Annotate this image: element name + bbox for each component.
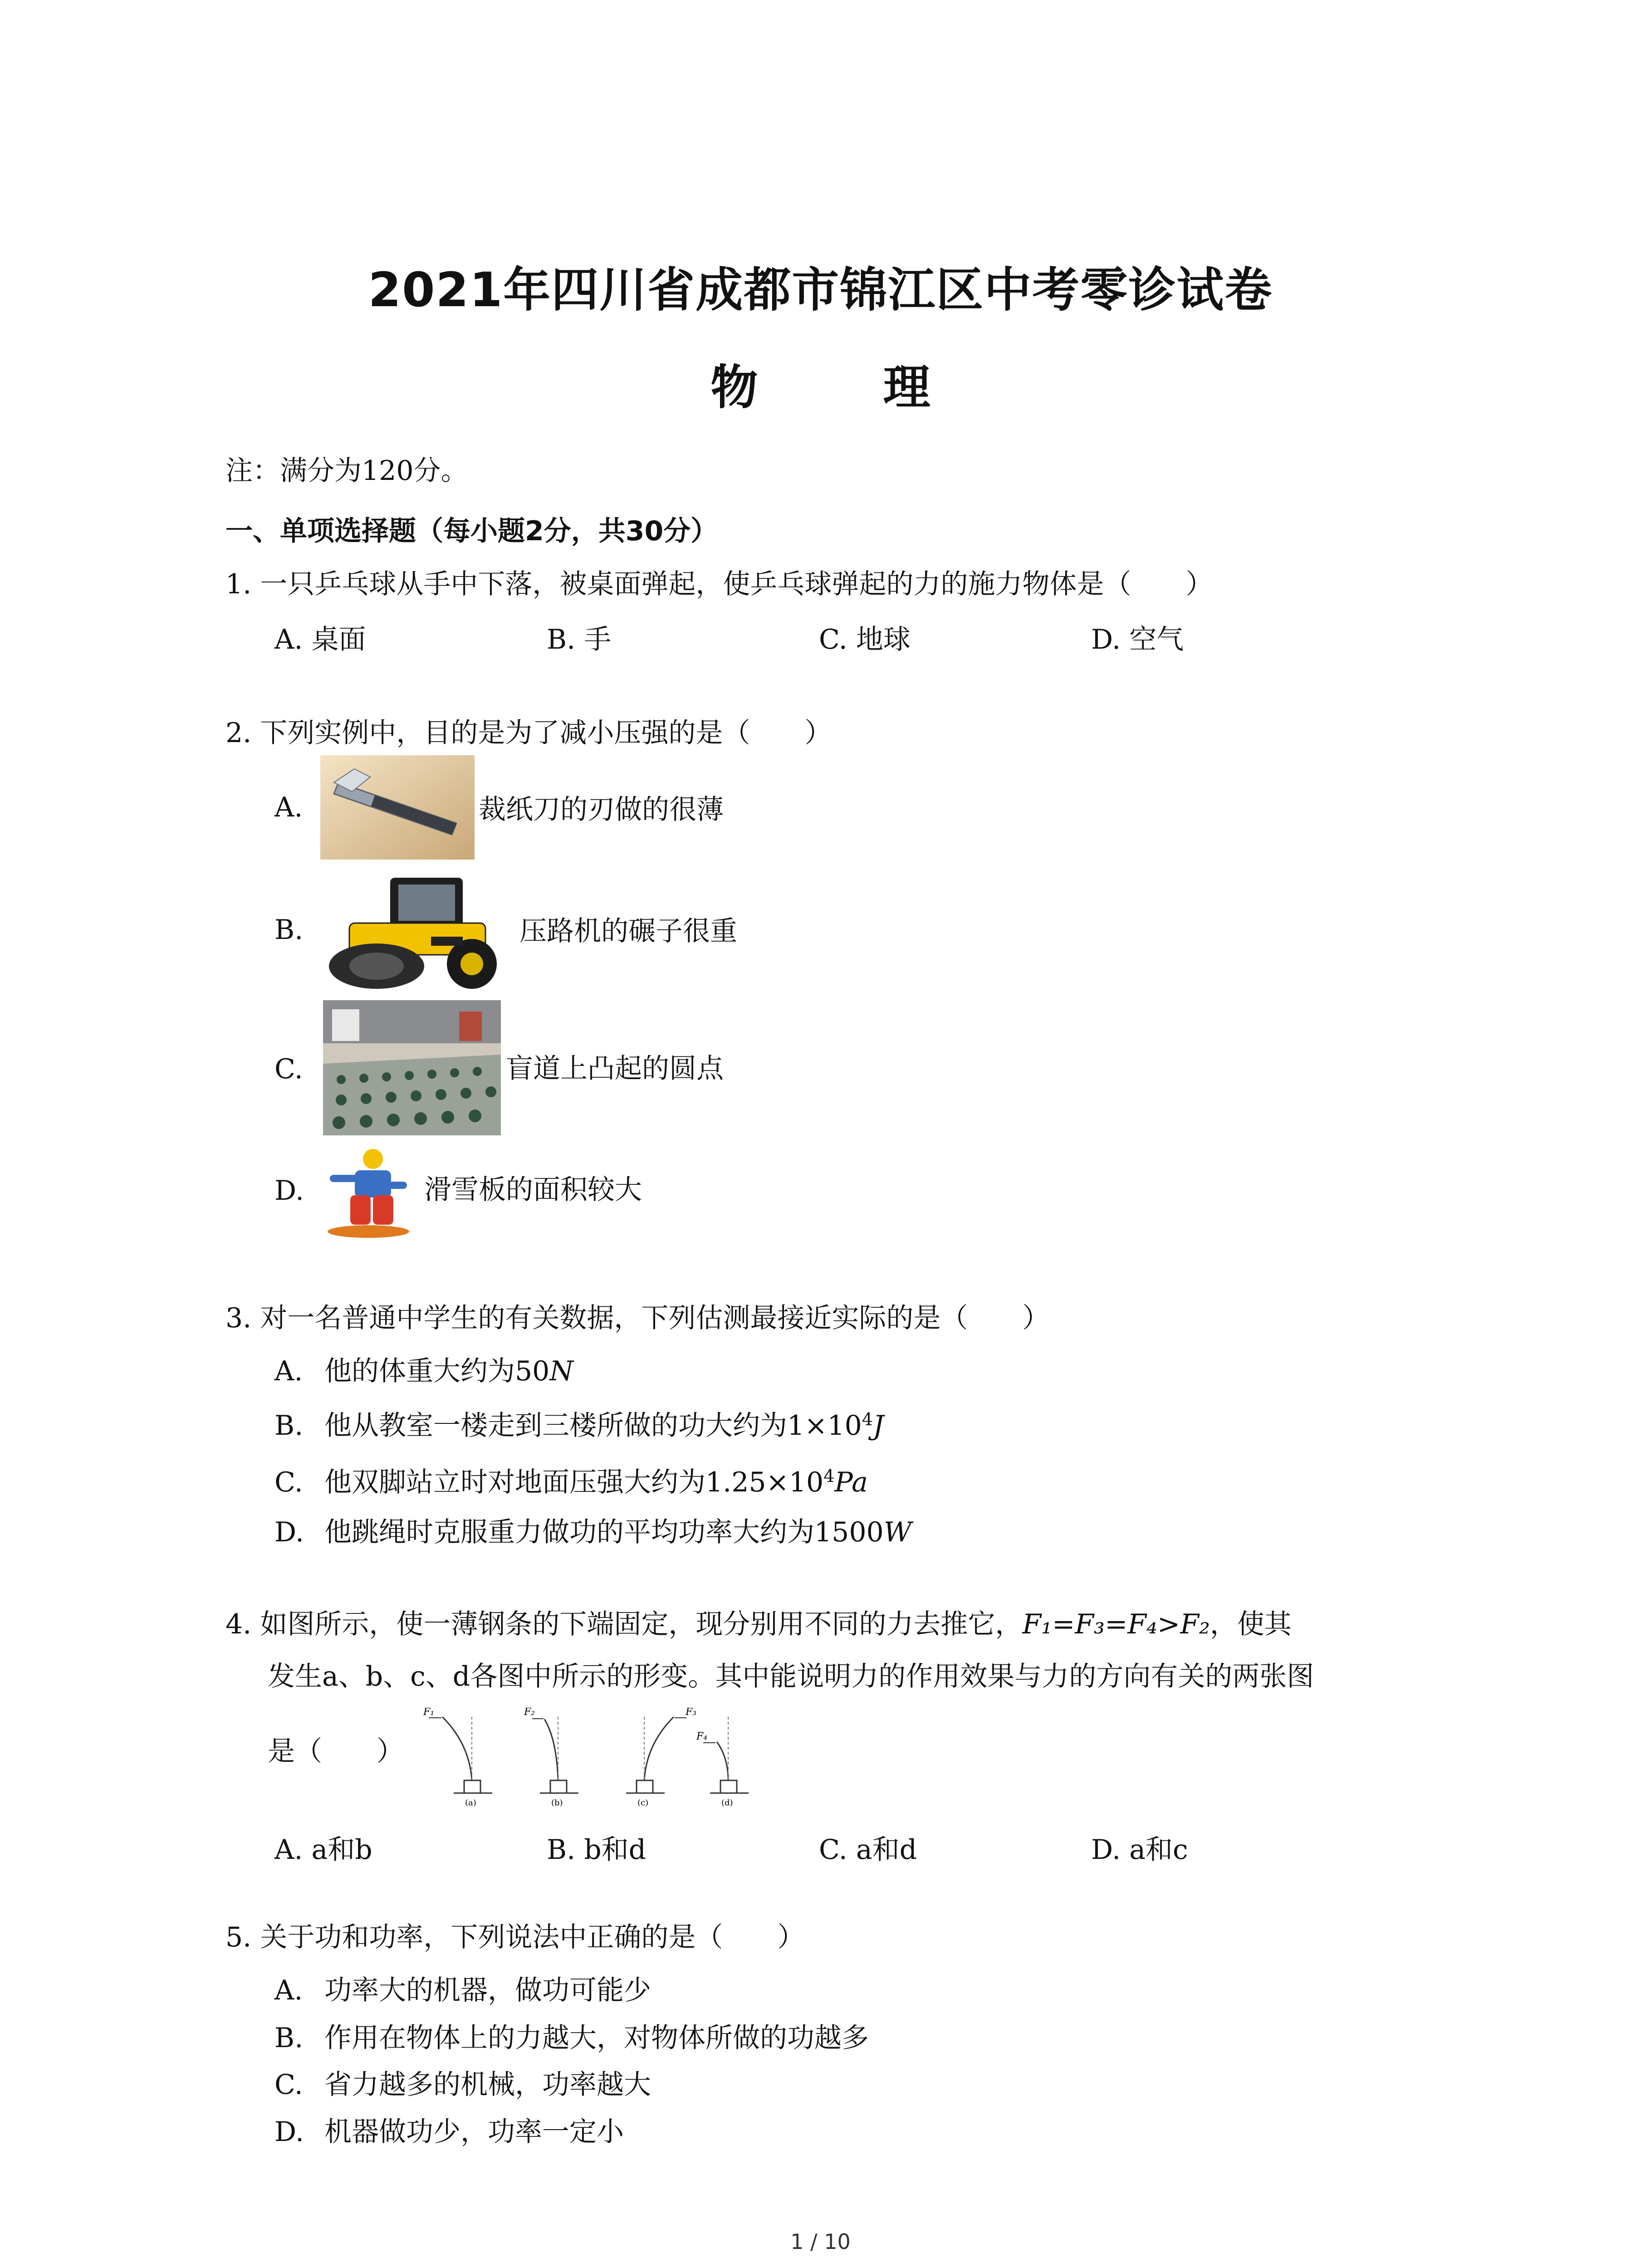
q3-option-c bbox=[274, 1461, 868, 1500]
q5-option-a-text: 功率大的机器，做功可能少 bbox=[324, 1975, 651, 2006]
q5-option-a bbox=[274, 1969, 651, 2008]
q3-option-c-text: 他双脚站立时对地面压强大约为1.25×10 bbox=[324, 1466, 824, 1498]
q4-option-d: D. a和c bbox=[1091, 1834, 1188, 1866]
figure-a bbox=[423, 1708, 492, 1808]
q3-option-c-unit: Pa bbox=[834, 1466, 868, 1498]
q2-option-d-label: D. bbox=[274, 1175, 304, 1207]
q5-option-b-text: 作用在物体上的力越大，对物体所做的功越多 bbox=[324, 2022, 869, 2054]
q4-stem-text: 4. 如图所示，使一薄钢条的下端固定，现分别用不同的力去推它， bbox=[225, 1608, 1023, 1640]
figure-b-label: (b) bbox=[551, 1798, 563, 1808]
q4-stem-line3: 是（ ） bbox=[268, 1735, 404, 1767]
q5-option-d-text: 机器做功少，功率一定小 bbox=[324, 2116, 624, 2148]
q5-option-b bbox=[274, 2016, 869, 2055]
utility-knife-image bbox=[320, 755, 475, 860]
q4-stem-text-end: ，使其 bbox=[1210, 1608, 1292, 1640]
figure-c bbox=[626, 1708, 696, 1808]
q4-stem-line2: 发生a、b、c、d各图中所示的形变。其中能说明力的作用效果与力的方向有关的两张图 bbox=[268, 1661, 1314, 1692]
q3-option-c-label: C. bbox=[274, 1466, 303, 1498]
road-roller-image bbox=[322, 869, 515, 991]
q3-option-a-label: A. bbox=[274, 1355, 303, 1387]
q4-option-b: B. b和d bbox=[547, 1834, 647, 1866]
q3-option-a-text: 他的体重大约为50 bbox=[324, 1355, 550, 1387]
q3-option-d bbox=[274, 1510, 911, 1549]
q2-option-a-label: A. bbox=[274, 792, 303, 823]
q1-option-c: C. 地球 bbox=[819, 624, 911, 655]
q2-option-b-text: 压路机的碾子很重 bbox=[519, 915, 737, 947]
q5-option-d bbox=[274, 2110, 624, 2149]
q3-stem: 3. 对一名普通中学生的有关数据，下列估测最接近实际的是（ ） bbox=[225, 1302, 1050, 1334]
figure-d bbox=[696, 1717, 749, 1808]
figure-a-label: (a) bbox=[465, 1798, 476, 1808]
q5-option-d-label: D. bbox=[274, 2116, 304, 2148]
q3-option-b bbox=[274, 1404, 884, 1443]
q2-option-c-text: 盲道上凸起的圆点 bbox=[506, 1053, 724, 1085]
q3-option-b-text: 他从教室一楼走到三楼所做的功大约为1×10 bbox=[324, 1410, 862, 1442]
q5-stem: 5. 关于功和功率，下列说法中正确的是（ ） bbox=[225, 1921, 805, 1953]
q2-stem: 2. 下列实例中，目的是为了减小压强的是（ ） bbox=[225, 717, 832, 749]
q3-option-b-unit: J bbox=[872, 1410, 884, 1442]
q3-option-a bbox=[274, 1349, 573, 1388]
q3-option-c-exponent: 4 bbox=[823, 1466, 835, 1486]
q5-option-c-text: 省力越多的机械，功率越大 bbox=[324, 2069, 651, 2101]
q3-option-a-unit: N bbox=[549, 1355, 573, 1387]
figure-c-label: (c) bbox=[637, 1798, 649, 1808]
q4-option-a: A. a和b bbox=[274, 1834, 372, 1866]
figure-c-force: F₃ bbox=[686, 1708, 697, 1718]
q3-option-d-unit: W bbox=[883, 1516, 912, 1548]
snowboarder-image bbox=[323, 1145, 409, 1243]
q4-stem-line1 bbox=[225, 1608, 1292, 1641]
q3-option-b-label: B. bbox=[274, 1410, 304, 1442]
q3-option-d-label: D. bbox=[274, 1516, 304, 1548]
q1-option-a: A. 桌面 bbox=[274, 624, 366, 655]
q1-stem: 1. 一只乒乓球从手中下落，被桌面弹起，使乒乓球弹起的力的施力物体是（ ） bbox=[225, 568, 1213, 600]
subject-title: 物 理 bbox=[710, 360, 985, 415]
q4-option-c: C. a和d bbox=[819, 1834, 917, 1866]
q2-option-c-label: C. bbox=[274, 1053, 303, 1085]
score-note: 注：满分为120分。 bbox=[225, 455, 468, 487]
q1-option-b: B. 手 bbox=[547, 624, 612, 655]
q2-option-a-text: 裁纸刀的刃做的很薄 bbox=[479, 794, 724, 826]
q5-option-c bbox=[274, 2063, 651, 2102]
figure-d-label: (d) bbox=[721, 1798, 733, 1808]
q4-force-relation: F₁=F₃=F₄>F₂ bbox=[1022, 1608, 1210, 1640]
page-number: 1 / 10 bbox=[790, 2229, 851, 2254]
q5-option-c-label: C. bbox=[274, 2069, 303, 2101]
q5-option-a-label: A. bbox=[274, 1975, 303, 2006]
q2-option-b-label: B. bbox=[274, 914, 304, 946]
figure-b bbox=[524, 1708, 578, 1808]
q3-option-b-exponent: 4 bbox=[862, 1409, 873, 1429]
q2-option-d-text: 滑雪板的面积较大 bbox=[424, 1174, 642, 1206]
figure-d-force: F₄ bbox=[696, 1731, 708, 1742]
figure-a-force: F₁ bbox=[423, 1708, 435, 1718]
tactile-paving-image bbox=[323, 1000, 501, 1135]
section-heading: 一、单项选择题（每小题2分，共30分） bbox=[225, 515, 718, 547]
q1-option-d: D. 空气 bbox=[1091, 624, 1184, 655]
exam-title: 2021年四川省成都市锦江区中考零诊试卷 bbox=[368, 262, 1273, 318]
q3-option-d-text: 他跳绳时克服重力做功的平均功率大约为1500 bbox=[324, 1516, 884, 1548]
q5-option-b-label: B. bbox=[274, 2022, 304, 2054]
steel-strip-figures bbox=[415, 1708, 778, 1808]
figure-b-force: F₂ bbox=[524, 1708, 535, 1718]
